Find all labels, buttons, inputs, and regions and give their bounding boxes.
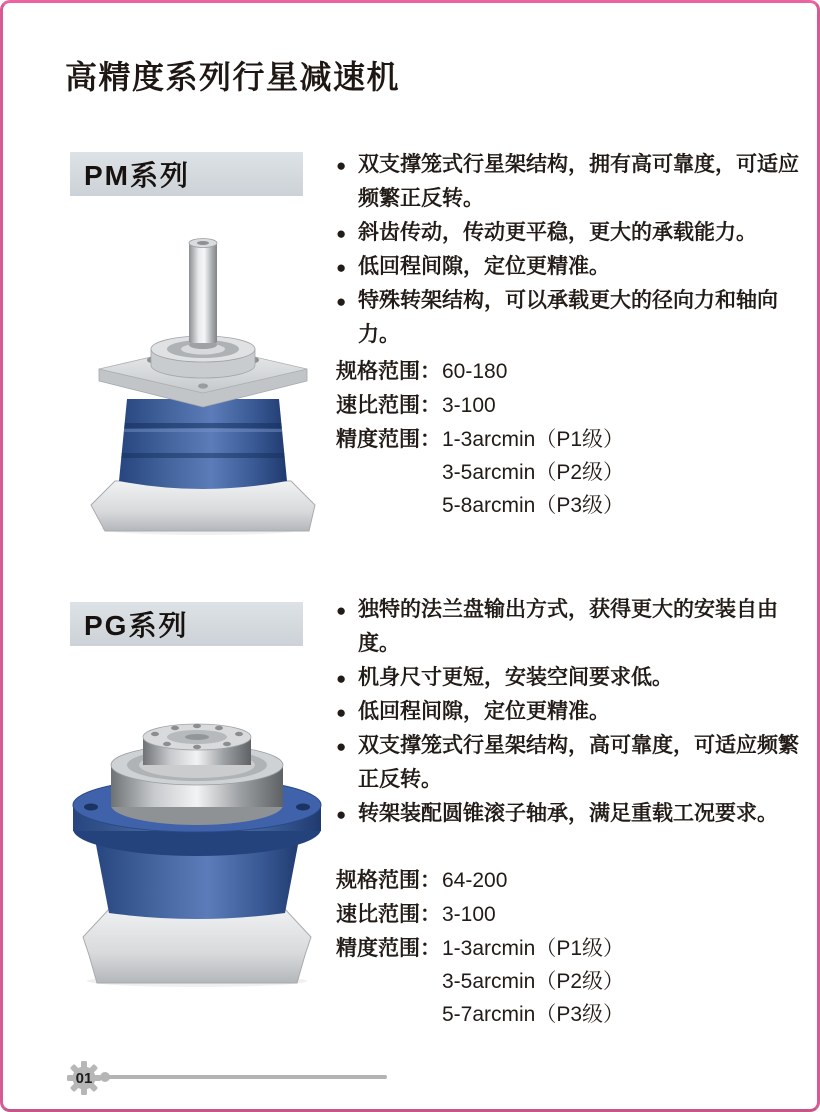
pm-feature-item: [336, 216, 804, 250]
pg-feature-item: [336, 729, 804, 797]
pm-feature-list: [336, 148, 804, 352]
pg-feature-item: [336, 797, 804, 831]
spec-value: 1-3arcmin（P1级）: [442, 428, 625, 451]
pg-spec-block: [336, 864, 804, 1031]
pm-spec-row-precision: [336, 423, 804, 522]
spec-value: 3-5arcmin（P2级）: [442, 461, 625, 484]
pm-spec-row-size: [336, 355, 804, 389]
pm-product-image: [75, 229, 331, 535]
spec-value: 3-5arcmin（P2级）: [442, 970, 625, 993]
pg-feature-text: 双支撑笼式行星架结构，高可靠度，可适应频繁正反转。: [358, 734, 799, 791]
pg-feature-item: [336, 593, 804, 661]
spec-label: 精度范围：: [336, 428, 441, 451]
spec-label: 速比范围：: [336, 903, 441, 926]
spec-label: 速比范围：: [336, 394, 441, 417]
page-title: 高精度系列行星减速机: [65, 59, 401, 96]
pg-feature-item: [336, 695, 804, 729]
page-number: 01: [75, 1069, 93, 1087]
pg-spec-row-size: [336, 864, 804, 898]
spec-value: 64-200: [442, 869, 508, 892]
pm-feature-item: [336, 148, 804, 216]
spec-value-group: [442, 932, 624, 1031]
pg-gearbox-illustration: [59, 703, 335, 989]
bullet-icon: ●: [336, 224, 347, 243]
pg-feature-text: 转架装配圆锥滚子轴承，满足重载工况要求。: [358, 802, 778, 825]
bullet-icon: ●: [336, 601, 347, 620]
bullet-icon: ●: [336, 669, 347, 688]
spec-value-group: [442, 423, 624, 522]
pm-feature-text: 特殊转架结构，可以承载更大的径向力和轴向力。: [358, 289, 778, 346]
spec-value: 3-100: [442, 903, 496, 926]
pm-feature-text: 斜齿传动，传动更平稳，更大的承载能力。: [358, 221, 757, 244]
bullet-icon: ●: [336, 703, 347, 722]
footer-divider-line: [108, 1075, 387, 1079]
pm-spec-row-ratio: [336, 389, 804, 423]
pg-product-image: [59, 703, 335, 989]
pg-spec-row-precision: [336, 932, 804, 1031]
bullet-icon: ●: [336, 292, 347, 311]
bullet-icon: ●: [336, 156, 347, 175]
spec-value: 1-3arcmin（P1级）: [442, 937, 625, 960]
spec-label: 规格范围：: [336, 360, 441, 383]
spec-value: 5-8arcmin（P3级）: [442, 494, 625, 517]
pm-feature-item: [336, 250, 804, 284]
pg-feature-list: [336, 593, 804, 831]
bullet-icon: ●: [336, 805, 347, 824]
section-label-pg-text: PG系列: [84, 610, 189, 641]
pm-spec-block: [336, 355, 804, 522]
spec-label: 精度范围：: [336, 937, 441, 960]
pm-feature-item: [336, 284, 804, 352]
pg-spec-row-ratio: [336, 898, 804, 932]
section-label-pm-text: PM系列: [84, 160, 191, 191]
pg-feature-text: 独特的法兰盘输出方式，获得更大的安装自由度。: [358, 598, 778, 655]
spec-label: 规格范围：: [336, 869, 441, 892]
spec-value: 60-180: [442, 360, 508, 383]
section-label-pg: [70, 602, 303, 646]
pm-gearbox-illustration: [75, 229, 331, 535]
pg-feature-item: [336, 661, 804, 695]
section-label-pm: [70, 152, 303, 196]
pg-feature-text: 机身尺寸更短，安装空间要求低。: [358, 666, 673, 689]
page-number-gear: [65, 1059, 103, 1097]
bullet-icon: ●: [336, 258, 347, 277]
pm-feature-text: 双支撑笼式行星架结构，拥有高可靠度，可适应频繁正反转。: [358, 153, 799, 210]
bullet-icon: ●: [336, 737, 347, 756]
spec-value: 5-7arcmin（P3级）: [442, 1003, 625, 1026]
spec-value: 3-100: [442, 394, 496, 417]
pm-feature-text: 低回程间隙，定位更精准。: [358, 255, 610, 278]
pg-feature-text: 低回程间隙，定位更精准。: [358, 700, 610, 723]
